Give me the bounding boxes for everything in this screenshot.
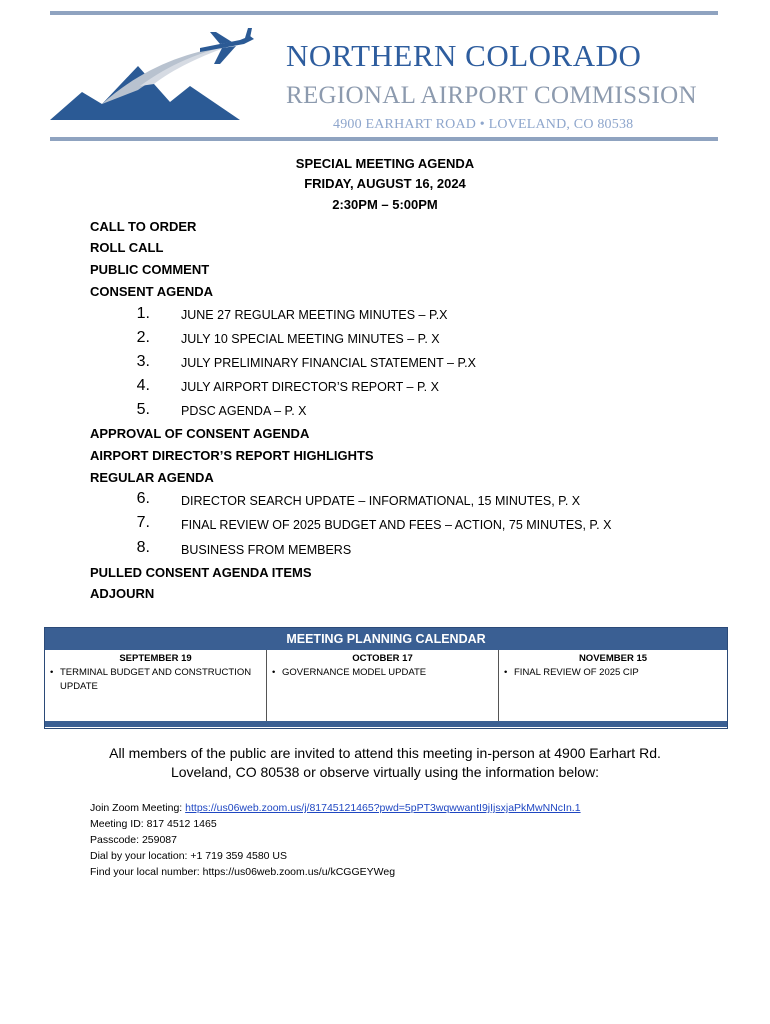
consent-item-text: JUNE 27 REGULAR MEETING MINUTES – P.X [181, 308, 448, 322]
section-director-report: AIRPORT DIRECTOR’S REPORT HIGHLIGHTS [90, 448, 374, 463]
zoom-join-line [90, 802, 581, 814]
calendar-item: • GOVERNANCE MODEL UPDATE [272, 667, 427, 678]
agenda-date: FRIDAY, AUGUST 16, 2024 [304, 176, 466, 191]
calendar-item: • TERMINAL BUDGET AND CONSTRUCTION UPDATE [50, 667, 252, 692]
regular-item-number: 7. [136, 514, 150, 531]
regular-item-number: 6. [136, 490, 150, 507]
section-adjourn: ADJOURN [90, 586, 155, 601]
header-top-rule [50, 11, 718, 15]
calendar-item: • FINAL REVIEW OF 2025 CIP [504, 667, 639, 678]
calendar-title: MEETING PLANNING CALENDAR [45, 628, 727, 650]
section-pulled-items: PULLED CONSENT AGENDA ITEMS [90, 565, 312, 580]
calendar-month: SEPTEMBER 19 [119, 653, 192, 664]
public-notice: All members of the public are invited to attend this meeting in-person at 4900 Earhart Rd. Loveland, CO 80538 or observe virtually using the information below: [109, 745, 661, 780]
calendar-column-october [267, 650, 499, 721]
zoom-join-label: Join Zoom Meeting: [90, 802, 186, 814]
zoom-join-link[interactable]: https://us06web.zoom.us/j/81745121465?pwd=5pPT3wqwwantI9jIjsxjaPkMwNNcIn.1 [185, 802, 581, 814]
bullet-icon: • [504, 667, 508, 678]
airport-logo [50, 26, 272, 124]
meeting-planning-calendar [44, 627, 728, 729]
regular-item-text: BUSINESS FROM MEMBERS [181, 543, 352, 557]
zoom-dial-in: Dial by your location: +1 719 359 4580 US [90, 850, 288, 862]
consent-item-number: 1. [136, 305, 150, 322]
consent-item-number: 4. [136, 377, 150, 394]
zoom-passcode: Passcode: 259087 [90, 834, 177, 846]
consent-item-number: 3. [136, 353, 150, 370]
header-bottom-rule [50, 137, 718, 141]
consent-item-number: 5. [136, 401, 150, 418]
calendar-column-september [45, 650, 267, 721]
zoom-local-number: Find your local number: https://us06web.zoom.us/u/kCGGEYWeg [90, 866, 396, 878]
calendar-month: NOVEMBER 15 [578, 653, 648, 664]
bullet-icon: • [272, 667, 276, 678]
section-consent-agenda: CONSENT AGENDA [90, 284, 214, 299]
consent-item-text: JULY AIRPORT DIRECTOR’S REPORT – P. X [181, 380, 439, 394]
agenda-title: SPECIAL MEETING AGENDA [295, 156, 475, 171]
org-name-line2: REGIONAL AIRPORT COMMISSION [286, 82, 697, 109]
section-public-comment: PUBLIC COMMENT [90, 262, 210, 277]
section-regular-agenda: REGULAR AGENDA [90, 470, 214, 485]
consent-item-number: 2. [136, 329, 150, 346]
calendar-footer-bar [45, 721, 727, 727]
regular-item-text: DIRECTOR SEARCH UPDATE – INFORMATIONAL, 15 MINUTES, P. X [181, 494, 581, 508]
calendar-column-november [499, 650, 727, 721]
consent-item-text: JULY PRELIMINARY FINANCIAL STATEMENT – P.X [181, 356, 476, 370]
bullet-icon: • [50, 667, 54, 678]
org-name-line1: NORTHERN COLORADO [286, 38, 642, 73]
agenda-time: 2:30PM – 5:00PM [332, 197, 438, 212]
consent-item-text: PDSC AGENDA – P. X [181, 404, 307, 418]
regular-item-text: FINAL REVIEW OF 2025 BUDGET AND FEES – ACTION, 75 MINUTES, P. X [181, 518, 612, 532]
org-address: 4900 EARHART ROAD • LOVELAND, CO 80538 [333, 117, 634, 132]
regular-item-number: 8. [136, 539, 150, 556]
section-approval-consent: APPROVAL OF CONSENT AGENDA [90, 426, 310, 441]
consent-item-text: JULY 10 SPECIAL MEETING MINUTES – P. X [181, 332, 440, 346]
section-roll-call: ROLL CALL [90, 240, 164, 255]
zoom-meeting-id: Meeting ID: 817 4512 1465 [90, 818, 217, 830]
section-call-to-order: CALL TO ORDER [90, 219, 197, 234]
calendar-month: OCTOBER 17 [352, 653, 413, 664]
